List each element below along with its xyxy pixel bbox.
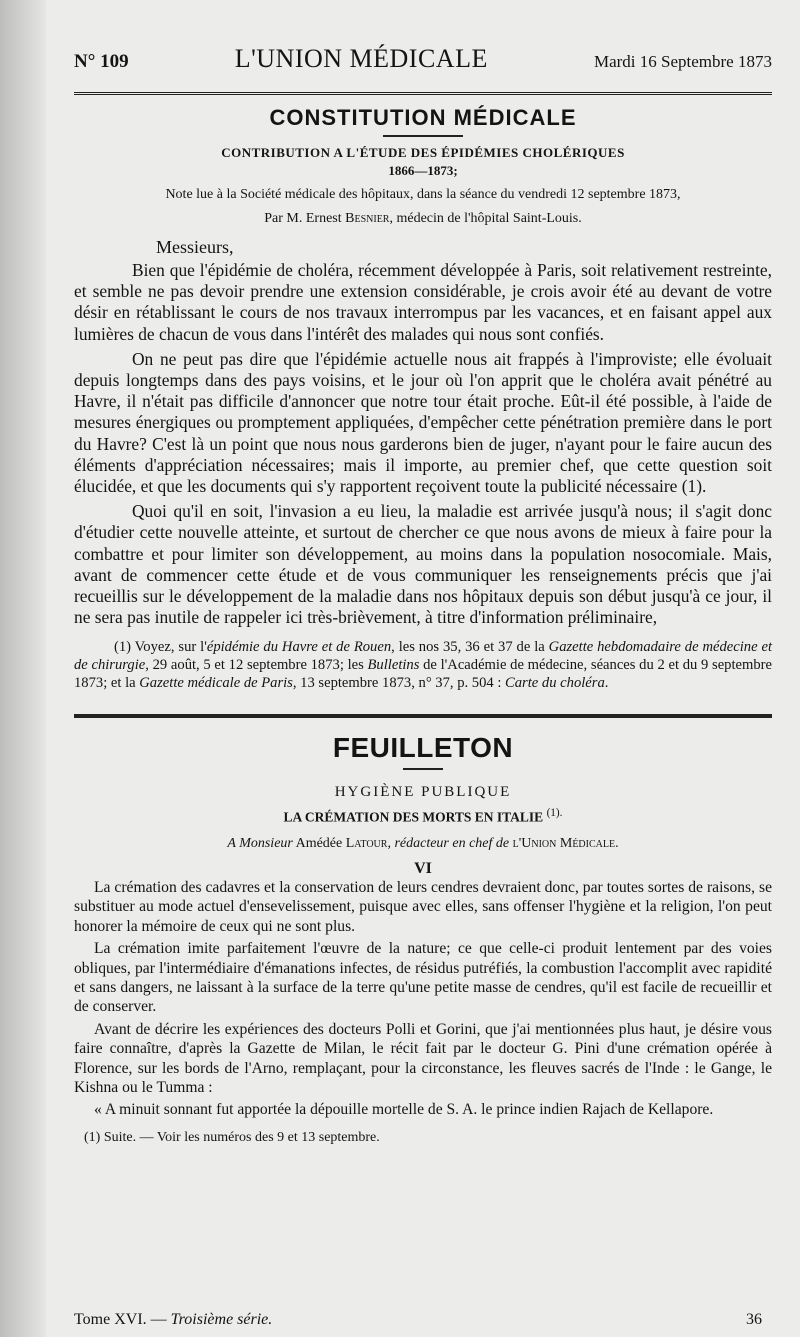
article-years: 1866—1873;	[388, 163, 458, 178]
feuilleton-rule	[403, 768, 443, 770]
section-separator	[74, 714, 772, 718]
feuilleton-address: A Monsieur Amédée Latour, rédacteur en chef de l'Union Médicale.	[227, 835, 619, 851]
feuilleton-paragraph: « A minuit sonnant fut apportée la dépouille mortelle de S. A. le prince indien Rajach de Kellapore.	[94, 1101, 714, 1119]
feuilleton-paragraph: La crémation des cadavres et la conservation de leurs cendres devraient donc, par toutes sortes de raisons, se substituer au mode actuel d'ensevelissement, puisque avec elles, sans offenser l'hygiène et la religion, l'on peut honorer la mémoire de ceux qui ne sont plus.	[74, 878, 772, 935]
issue-number: N° 109	[74, 51, 129, 72]
feuilleton-title: FEUILLETON	[332, 732, 514, 764]
article-subtitle: CONTRIBUTION A L'ÉTUDE DES ÉPIDÉMIES CHOLÉRIQUES	[221, 145, 625, 160]
feuilleton-footnote: (1) Suite. — Voir les numéros des 9 et 13 septembre.	[84, 1129, 380, 1145]
page-header	[74, 0, 772, 95]
paragraph: Bien que l'épidémie de choléra, récemment développée à Paris, soit relativement restreinte, et semble ne pas devoir prendre une extension considérable, je crois avoir été au devant de votre désir en rétablissant le cours de nos travaux interrompus par les vacances, et en faisant appel aux lumières de chacun de vous dans l'intérêt des malades qui nous sont confiés.	[74, 260, 772, 344]
feuilleton-subheading: LA CRÉMATION DES MORTS EN ITALIE $^{(1).}$	[283, 807, 563, 825]
feuilleton-heading: HYGIÈNE PUBLIQUE	[334, 784, 512, 801]
article-note: Note lue à la Société médicale des hôpitaux, dans la séance du vendredi 12 septembre 1873,	[165, 187, 681, 202]
author-prefix: Par M. Ernest	[264, 211, 342, 226]
section-title: CONSTITUTION MÉDICALE	[269, 105, 577, 130]
author-name: Besnier	[345, 211, 390, 226]
issue-date: Mardi 16 Septembre 1873	[593, 52, 772, 71]
journal-title: L'UNION MÉDICALE	[234, 44, 488, 73]
paragraph: On ne peut pas dire que l'épidémie actuelle nous ait frappés à l'improviste; elle évoluait depuis longtemps dans des pays voisins, et le jour où l'on apprit que le choléra avait pénétré au Havre, il n'était pas difficile d'annoncer que notre tour était proche. Eût-il été possible, à l'aide de mesures énergiques ou promptement appliquées, d'empêcher cette pénétration première dans le port du Havre? C'est là un point que nous nous garderons bien de juger, n'ayant pour le faire aucun des éléments d'appréciation nécessaires; mais il importe, au premier chef, que cette question soit élucidée, et que les documents qui s'y rapportent reçoivent toute la publicité nécessaire (1).	[74, 348, 772, 497]
page-number: 36	[746, 1311, 762, 1328]
chapter-number: VI	[414, 859, 432, 877]
feuilleton-paragraph: La crémation imite parfaitement l'œuvre de la nature; ce que celle-ci produit lentement par des voies obliques, par l'intermédiaire d'émanations infectes, de résidus putréfiés, la combustion l'accomplit avec rapidité et sans dangers, ne laissant à la surface de la terre qu'une petite masse de cendres, qu'il est facile de recueillir et de conserver.	[74, 940, 772, 1016]
author-suffix: , médecin de l'hôpital Saint-Louis.	[389, 211, 582, 226]
author-line	[74, 211, 772, 227]
feuilleton-paragraph: Avant de décrire les expériences des docteurs Polli et Gorini, que j'ai mentionnées plus haut, je désire vous faire connaître, d'après la Gazette de Milan, le récit fait par le docteur G. Pini d'une crémation opérée à Florence, sur les bords de l'Arno, remplaçant, pour la circonstance, les fleuves sacrés de l'Inde : le Gange, le Kishna ou le Tumma :	[74, 1020, 772, 1097]
page-footer	[74, 1311, 762, 1329]
title-rule	[383, 135, 463, 137]
paragraph: Quoi qu'il en soit, l'invasion a eu lieu, la maladie est arrivée jusqu'à nous; il s'agit donc d'étudier cette nouvelle atteinte, et surtout de chercher ce que nous avons de mieux à faire pour la combattre et pour limiter son développement, au moins dans la population nosocomiale. Mais, avant de commencer cette étude et de vous communiquer les renseignements précis que j'ai recueillis sur le développement de la maladie dans nos hôpitaux depuis son début jusqu'à ce jour, il ne sera pas inutile de rappeler ici très-brièvement, à titre d'information préliminaire,	[74, 501, 772, 628]
salutation: Messieurs,	[156, 237, 234, 257]
footnote: (1) Voyez, sur l'épidémie du Havre et de Rouen, les nos 35, 36 et 37 de la Gazette hebdomadaire de médecine et de chirurgie, 29 août, 5 et 12 septembre 1873; les Bulletins de l'Académie de médecine, séances du 2 et du 9 septembre 1873; et la Gazette médicale de Paris, 13 septembre 1873, n° 37, p. 504 : Carte du choléra.	[74, 639, 773, 692]
volume-label: Tome XVI. — Troisième série.	[74, 1311, 273, 1328]
